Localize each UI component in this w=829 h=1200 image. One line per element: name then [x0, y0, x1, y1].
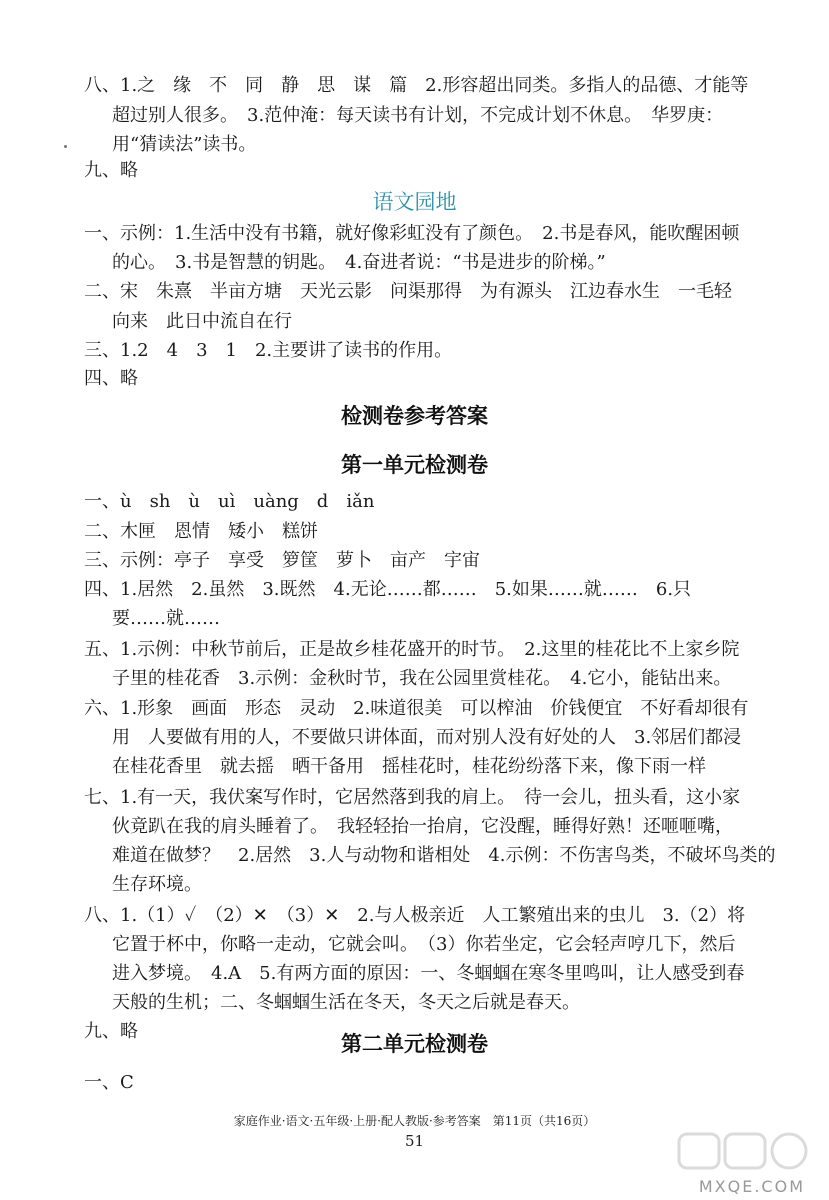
unit-1-item-6-line-1: 六、1.形象 画面 形态 灵动 2.味道很美 可以榨油 价钱便宜 不好看却很有: [84, 698, 749, 719]
unit-1-item-4-line-2: 要……就……: [112, 608, 220, 629]
section-title-yuwen: 语文园地: [372, 190, 457, 214]
page-number: 51: [404, 1132, 425, 1150]
unit-1-item-7-line-3: 难道在做梦？ 2.居然 3.人与动物和谐相处 4.示例：不伤害鸟类，不破坏鸟类的: [112, 845, 776, 866]
item-9: 九、略: [84, 160, 138, 181]
unit-1-item-8-line-2: 它置于杯中，你略一走动，它就会叫。 （3）你若坐定，它会轻声哼几下，然后: [112, 934, 736, 955]
unit-1-item-6-line-2: 用 人要做有用的人，不要做只讲体面，而对别人没有好处的人 3.邻居们都浸: [112, 727, 742, 748]
footer-caption: 家庭作业·语文·五年级·上册·配人教版·参考答案 第11页（共16页）: [233, 1114, 596, 1128]
unit-1-item-1: 一、ù sh ù uì uàng d iǎn: [84, 491, 375, 512]
unit-1-item-5-line-1: 五、1.示例：中秋节前后，正是故乡桂花盛开的时节。 2.这里的桂花比不上家乡院: [84, 639, 740, 660]
item-8-line-3: 用“猜读法”读书。: [112, 134, 257, 155]
scan-speck: [64, 145, 67, 148]
yuwen-item-1-line-1: 一、示例：1.生活中没有书籍，就好像彩虹没有了颜色。 2.书是春风，能吹醒困顿: [84, 223, 740, 244]
item-8-line-2: 超过别人很多。 3.范仲淹：每天读书有计划，不完成计划不休息。 华罗庚：: [112, 105, 724, 126]
unit-1-title: 第一单元检测卷: [341, 452, 488, 477]
unit-1-item-8-line-1: 八、1.（1）✓ （2）✕ （3）✕ 2.与人极亲近 人工繁殖出来的虫儿 3.（2）将: [84, 905, 746, 926]
yuwen-item-3: 三、1.2 4 3 1 2.主要讲了读书的作用。: [84, 340, 453, 361]
unit-2-title: 第二单元检测卷: [341, 1031, 488, 1056]
unit-1-item-7-line-1: 七、1.有一天，我伏案写作时，它居然落到我的肩上。 待一会儿，扭头看，这小家: [84, 787, 741, 808]
unit-1-item-6-line-3: 在桂花香里 就去摇 晒干备用 摇桂花时，桂花纷纷落下来，像下雨一样: [112, 756, 706, 777]
answers-title: 检测卷参考答案: [341, 403, 488, 428]
unit-1-item-8-line-4: 天般的生机；二、冬蝈蝈生活在冬天，冬天之后就是春天。: [112, 992, 580, 1013]
unit-2-item-1: 一、C: [84, 1072, 134, 1093]
unit-1-item-7-line-2: 伙竟趴在我的肩头睡着了。 我轻轻抬一抬肩，它没醒，睡得好熟！还咂咂嘴，: [112, 816, 733, 837]
yuwen-item-1-line-2: 的心。 3.书是智慧的钥匙。 4.奋进者说：“书是进步的阶梯。”: [112, 252, 606, 273]
yuwen-item-4: 四、略: [84, 368, 138, 389]
yuwen-item-2-line-2: 向来 此日中流自在行: [112, 311, 292, 332]
unit-1-item-4-line-1: 四、1.居然 2.虽然 3.既然 4.无论……都…… 5.如果……就…… 6.只: [84, 579, 692, 600]
unit-1-item-2: 二、木匣 恩情 矮小 糕饼: [84, 521, 318, 542]
unit-1-item-7-line-4: 生存环境。: [112, 874, 202, 895]
yuwen-item-2-line-1: 二、宋 朱熹 半亩方塘 天光云影 问渠那得 为有源头 江边春水生 一毛轻: [84, 281, 732, 302]
unit-1-item-5-line-2: 子里的桂花香 3.示例：金秋时节，我在公园里赏桂花。 4.它小，能钻出来。: [112, 668, 732, 689]
unit-1-item-3: 三、示例：亭子 享受 箩筐 萝卜 亩产 宇宙: [84, 550, 480, 571]
watermark-text: MXQE.COM: [698, 1177, 805, 1196]
unit-1-item-8-line-3: 进入梦境。 4.A 5.有两方面的原因：一、冬蝈蝈在寒冬里鸣叫，让人感受到春: [112, 963, 745, 984]
item-8-line-1: 八、1.之 缘 不 同 静 思 谋 篇 2.形容超出同类。多指人的品德、才能等: [84, 75, 749, 96]
unit-1-item-9: 九、略: [84, 1021, 138, 1042]
